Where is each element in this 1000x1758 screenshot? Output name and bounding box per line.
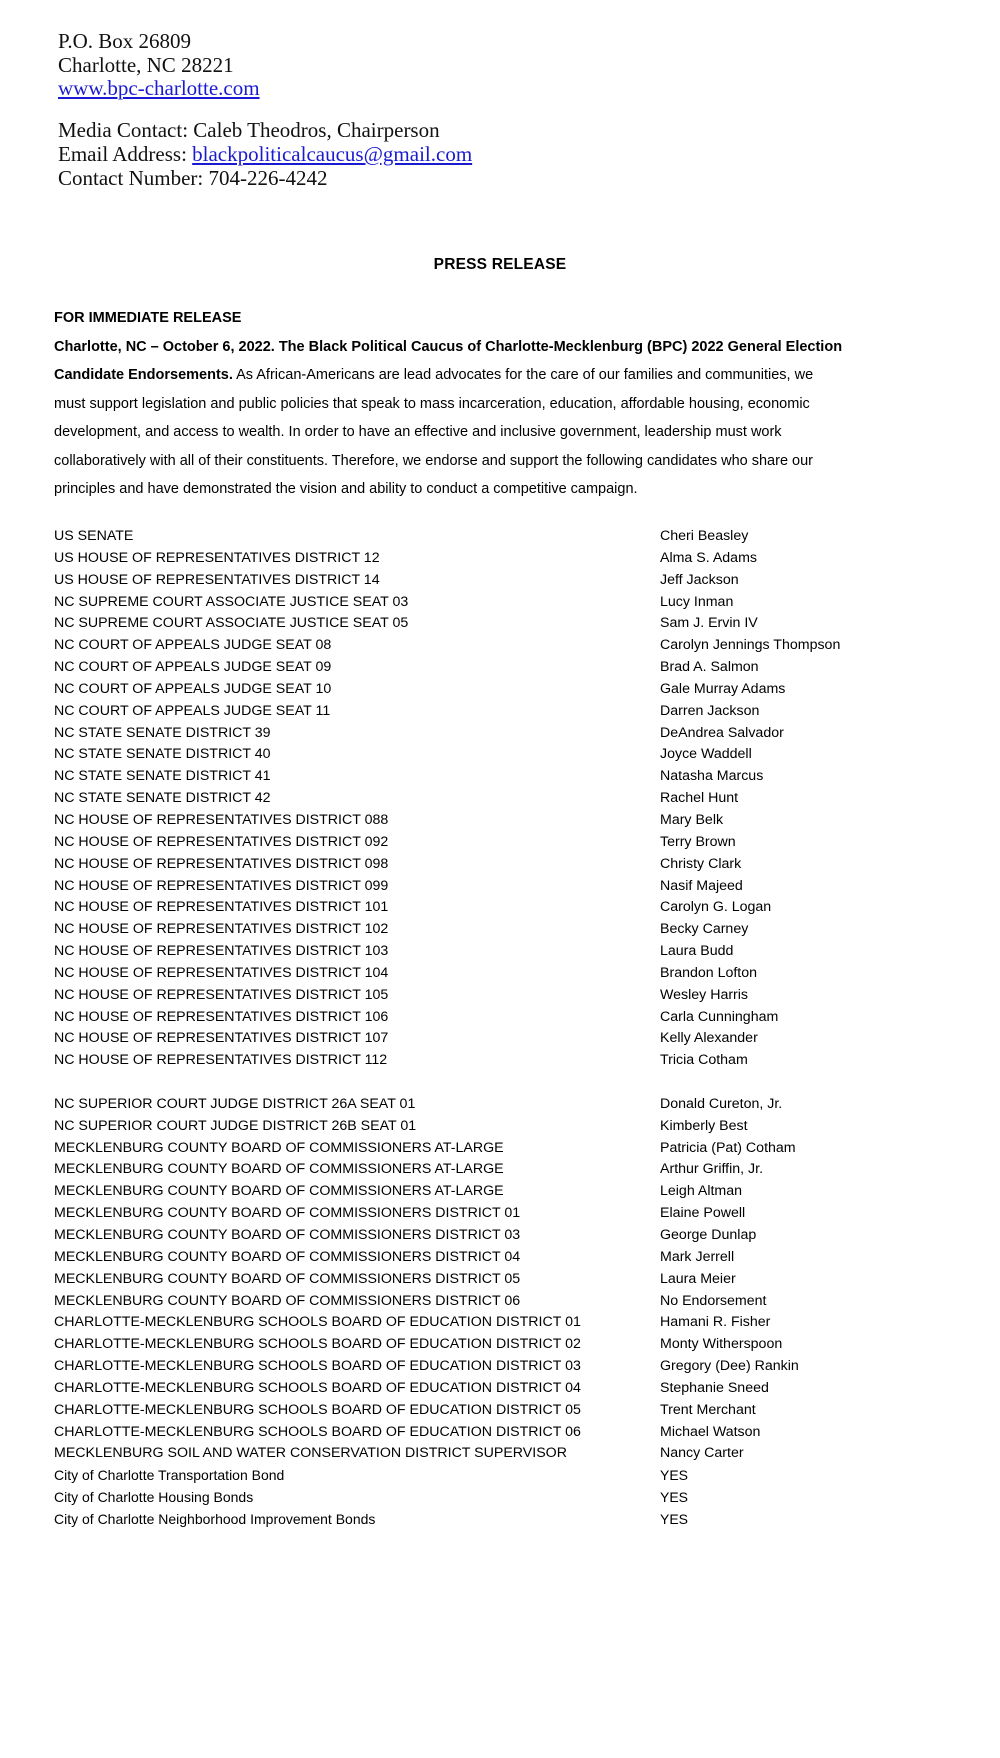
endorsed-candidate: YES — [660, 1489, 689, 1506]
endorsed-candidate: Carolyn G. Logan — [660, 899, 772, 916]
website-line — [58, 77, 260, 101]
po-box-line: P.O. Box 26809 — [58, 29, 192, 53]
endorsed-candidate: Joyce Waddell — [660, 746, 752, 763]
website-link[interactable]: www.bpc-charlotte.com — [58, 76, 260, 100]
endorsement-row — [54, 1271, 954, 1293]
endorsed-candidate: Stephanie Sneed — [660, 1379, 769, 1396]
city-state-zip-line: Charlotte, NC 28221 — [58, 52, 234, 77]
endorsed-candidate: Darren Jackson — [660, 702, 760, 719]
endorsed-candidate: Carolyn Jennings Thompson — [660, 637, 841, 654]
for-immediate-release-label: FOR IMMEDIATE RELEASE — [54, 310, 242, 326]
endorsement-row — [54, 594, 954, 616]
media-contact-line: Media Contact: Caleb Theodros, Chairperson — [58, 118, 440, 142]
endorsed-candidate: Tricia Cotham — [660, 1052, 748, 1069]
email-address-line — [58, 142, 472, 166]
office-name: MECKLENBURG SOIL AND WATER CONSERVATION DISTRICT SUPERVISOR — [54, 1445, 567, 1462]
endorsement-row — [54, 1030, 954, 1052]
office-name: MECKLENBURG COUNTY BOARD OF COMMISSIONERS DISTRICT 06 — [54, 1292, 521, 1309]
endorsement-row — [54, 1358, 954, 1380]
office-name: MECKLENBURG COUNTY BOARD OF COMMISSIONERS AT-LARGE — [54, 1139, 504, 1156]
endorsement-row — [54, 790, 954, 812]
endorsement-row — [54, 1052, 954, 1074]
endorsement-row — [54, 1511, 954, 1533]
endorsement-row — [54, 1227, 954, 1249]
office-name: CHARLOTTE-MECKLENBURG SCHOOLS BOARD OF EDUCATION DISTRICT 05 — [54, 1401, 581, 1418]
endorsement-row — [54, 1489, 954, 1511]
endorsement-row — [54, 550, 954, 572]
endorsement-row — [54, 1467, 954, 1489]
endorsed-candidate: YES — [660, 1510, 689, 1527]
endorsed-candidate: No Endorsement — [660, 1292, 767, 1309]
office-name: NC STATE SENATE DISTRICT 40 — [54, 746, 271, 763]
endorsement-row — [54, 637, 954, 659]
letterhead-address-block — [58, 30, 260, 101]
office-name: NC SUPERIOR COURT JUDGE DISTRICT 26B SEAT 01 — [54, 1117, 417, 1134]
endorsed-candidate: Alma S. Adams — [660, 549, 757, 566]
office-name: US HOUSE OF REPRESENTATIVES DISTRICT 12 — [54, 549, 380, 566]
endorsement-row — [54, 725, 954, 747]
endorsement-row — [54, 768, 954, 790]
office-name: City of Charlotte Neighborhood Improvement Bonds — [54, 1510, 376, 1527]
endorsed-candidate: Donald Cureton, Jr. — [660, 1095, 783, 1112]
endorsement-row — [54, 1161, 954, 1183]
endorsed-candidate: Nasif Majeed — [660, 877, 743, 894]
endorsed-candidate: Leigh Altman — [660, 1183, 743, 1200]
office-name: NC SUPREME COURT ASSOCIATE JUSTICE SEAT 05 — [54, 615, 409, 632]
endorsed-candidate: Natasha Marcus — [660, 768, 764, 785]
endorsed-candidate: Terry Brown — [660, 833, 736, 850]
endorsed-candidate: Wesley Harris — [660, 986, 749, 1003]
endorsement-row — [54, 834, 954, 856]
endorsement-row — [54, 528, 954, 550]
endorsement-row — [54, 899, 954, 921]
office-name: NC STATE SENATE DISTRICT 39 — [54, 724, 271, 741]
endorsement-row — [54, 703, 954, 725]
endorsement-row — [54, 965, 954, 987]
endorsed-candidate: Laura Budd — [660, 943, 734, 960]
intro-paragraph — [54, 304, 844, 504]
endorsement-row — [54, 987, 954, 1009]
contact-number-line: Contact Number: 704-226-4242 — [58, 166, 328, 190]
endorsement-row — [54, 1380, 954, 1402]
endorsed-candidate: Arthur Griffin, Jr. — [660, 1161, 764, 1178]
endorsement-row — [54, 943, 954, 965]
office-name: NC HOUSE OF REPRESENTATIVES DISTRICT 104 — [54, 964, 389, 981]
intro-lead: Charlotte, NC – October 6, 2022. The Black Political Caucus of Charlotte-Mecklenburg (BPC) 2022 General Election Candidate Endorsements. — [54, 338, 843, 383]
office-name: MECKLENBURG COUNTY BOARD OF COMMISSIONERS AT-LARGE — [54, 1161, 504, 1178]
office-name: NC HOUSE OF REPRESENTATIVES DISTRICT 103 — [54, 943, 389, 960]
office-name: MECKLENBURG COUNTY BOARD OF COMMISSIONERS DISTRICT 04 — [54, 1248, 521, 1265]
office-name: NC HOUSE OF REPRESENTATIVES DISTRICT 101 — [54, 899, 389, 916]
endorsed-candidate: Sam J. Ervin IV — [660, 615, 758, 632]
office-name: NC HOUSE OF REPRESENTATIVES DISTRICT 099 — [54, 877, 389, 894]
endorsed-candidate: Rachel Hunt — [660, 790, 739, 807]
endorsement-row — [54, 1096, 954, 1118]
office-name: NC COURT OF APPEALS JUDGE SEAT 08 — [54, 637, 332, 654]
office-name: City of Charlotte Transportation Bond — [54, 1467, 285, 1484]
office-name: NC HOUSE OF REPRESENTATIVES DISTRICT 098 — [54, 855, 389, 872]
office-name: CHARLOTTE-MECKLENBURG SCHOOLS BOARD OF EDUCATION DISTRICT 02 — [54, 1336, 581, 1353]
office-name: NC STATE SENATE DISTRICT 41 — [54, 768, 271, 785]
intro-rest: As African-Americans are lead advocates for the care of our families and communities, we must support legislation and public policies that speak to mass incarceration, education, affordable housing, economic development, and access to wealth. In order to have an effective and inclusive government, leadership must work collaboratively with all of their constituents. Therefore, we endorse and support the following candidates who share our principles and have demonstrated the vision and ability to conduct a competitive campaign. — [54, 367, 814, 497]
office-name: NC STATE SENATE DISTRICT 42 — [54, 790, 271, 807]
intro-body — [54, 333, 844, 504]
office-name: MECKLENBURG COUNTY BOARD OF COMMISSIONERS DISTRICT 01 — [54, 1205, 521, 1222]
endorsement-row — [54, 572, 954, 594]
office-name: NC HOUSE OF REPRESENTATIVES DISTRICT 088 — [54, 811, 389, 828]
endorsement-row — [54, 1118, 954, 1140]
endorsed-candidate: George Dunlap — [660, 1227, 757, 1243]
endorsed-candidate: Gale Murray Adams — [660, 680, 786, 697]
office-name: NC HOUSE OF REPRESENTATIVES DISTRICT 107 — [54, 1030, 389, 1047]
endorsed-candidate: Jeff Jackson — [660, 571, 739, 588]
endorsement-row — [54, 1183, 954, 1205]
endorsement-row — [54, 1336, 954, 1358]
endorsement-row — [54, 615, 954, 637]
endorsement-row — [54, 1140, 954, 1162]
office-name: US HOUSE OF REPRESENTATIVES DISTRICT 14 — [54, 571, 380, 588]
endorsed-candidate: Christy Clark — [660, 855, 742, 872]
endorsement-row — [54, 878, 954, 900]
office-name: NC HOUSE OF REPRESENTATIVES DISTRICT 105 — [54, 986, 389, 1003]
endorsed-candidate: Hamani R. Fisher — [660, 1314, 771, 1331]
endorsement-row — [54, 1402, 954, 1424]
endorsement-row — [54, 1314, 954, 1336]
endorsed-candidate: Kelly Alexander — [660, 1030, 758, 1047]
office-name: MECKLENBURG COUNTY BOARD OF COMMISSIONERS AT-LARGE — [54, 1183, 504, 1200]
endorsed-candidate: Monty Witherspoon — [660, 1336, 783, 1353]
office-name: NC COURT OF APPEALS JUDGE SEAT 11 — [54, 702, 331, 719]
office-name: US SENATE — [54, 528, 134, 544]
endorsed-candidate: Cheri Beasley — [660, 528, 749, 544]
endorsement-row — [54, 1293, 954, 1315]
endorsed-candidate: Michael Watson — [660, 1423, 761, 1440]
office-name: NC HOUSE OF REPRESENTATIVES DISTRICT 112 — [54, 1052, 388, 1069]
office-name: CHARLOTTE-MECKLENBURG SCHOOLS BOARD OF EDUCATION DISTRICT 04 — [54, 1379, 581, 1396]
endorsement-row — [54, 856, 954, 878]
office-name: CHARLOTTE-MECKLENBURG SCHOOLS BOARD OF EDUCATION DISTRICT 03 — [54, 1358, 581, 1375]
endorsement-row — [54, 921, 954, 943]
endorsement-row — [54, 1249, 954, 1271]
endorsement-row-spacer — [54, 1074, 954, 1096]
endorsement-row — [54, 746, 954, 768]
endorsed-candidate: Gregory (Dee) Rankin — [660, 1358, 799, 1375]
office-name: NC SUPERIOR COURT JUDGE DISTRICT 26A SEAT 01 — [54, 1095, 416, 1112]
email-label: Email Address: — [58, 142, 193, 166]
office-name: CHARLOTTE-MECKLENBURG SCHOOLS BOARD OF EDUCATION DISTRICT 01 — [54, 1314, 581, 1331]
office-name: NC SUPREME COURT ASSOCIATE JUSTICE SEAT 03 — [54, 593, 409, 610]
office-name: NC HOUSE OF REPRESENTATIVES DISTRICT 092 — [54, 833, 389, 850]
office-name: NC COURT OF APPEALS JUDGE SEAT 09 — [54, 659, 332, 676]
endorsed-candidate: DeAndrea Salvador — [660, 724, 784, 741]
endorsed-candidate: Brandon Lofton — [660, 964, 758, 981]
endorsed-candidate: Elaine Powell — [660, 1205, 746, 1222]
endorsed-candidate: Kimberly Best — [660, 1117, 748, 1134]
endorsed-candidate: Brad A. Salmon — [660, 659, 759, 676]
endorsement-row — [54, 681, 954, 703]
endorsement-list — [54, 528, 954, 1533]
page-title: PRESS RELEASE — [433, 256, 567, 273]
endorsed-candidate: Patricia (Pat) Cotham — [660, 1139, 796, 1156]
office-name: City of Charlotte Housing Bonds — [54, 1489, 254, 1506]
office-name: NC HOUSE OF REPRESENTATIVES DISTRICT 106 — [54, 1008, 389, 1025]
media-contact-block — [58, 118, 472, 190]
office-name: CHARLOTTE-MECKLENBURG SCHOOLS BOARD OF EDUCATION DISTRICT 06 — [54, 1423, 581, 1440]
endorsement-row — [54, 1424, 954, 1446]
endorsed-candidate: YES — [660, 1467, 689, 1484]
endorsement-row — [54, 659, 954, 681]
endorsement-row — [54, 1205, 954, 1227]
endorsement-row — [54, 812, 954, 834]
office-name: NC COURT OF APPEALS JUDGE SEAT 10 — [54, 680, 332, 697]
endorsed-candidate: Carla Cunningham — [660, 1008, 779, 1025]
endorsed-candidate: Mark Jerrell — [660, 1248, 735, 1265]
endorsed-candidate: Lucy Inman — [660, 593, 734, 610]
endorsement-row — [54, 1445, 954, 1467]
endorsed-candidate: Trent Merchant — [660, 1401, 756, 1418]
endorsed-candidate: Becky Carney — [660, 921, 749, 938]
office-name: NC HOUSE OF REPRESENTATIVES DISTRICT 102 — [54, 921, 389, 938]
email-link[interactable]: blackpoliticalcaucus@gmail.com — [192, 142, 473, 166]
endorsement-row — [54, 1009, 954, 1031]
endorsed-candidate: Nancy Carter — [660, 1445, 744, 1462]
office-name: MECKLENBURG COUNTY BOARD OF COMMISSIONERS DISTRICT 05 — [54, 1270, 521, 1287]
endorsed-candidate: Laura Meier — [660, 1270, 736, 1287]
endorsed-candidate: Mary Belk — [660, 811, 724, 828]
office-name: MECKLENBURG COUNTY BOARD OF COMMISSIONERS DISTRICT 03 — [54, 1227, 521, 1243]
